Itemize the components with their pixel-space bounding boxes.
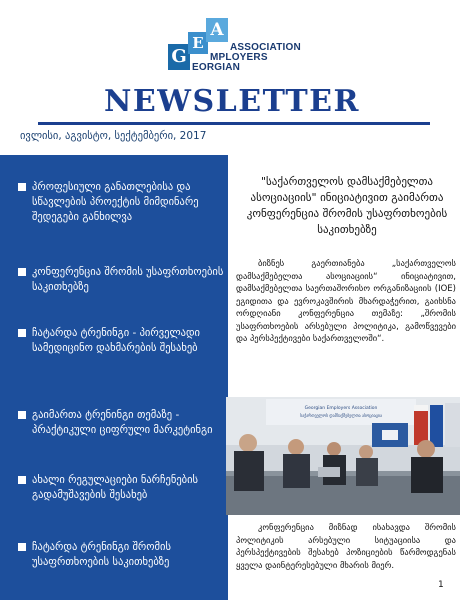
conference-photo (226, 397, 460, 515)
bullet-square-icon (18, 183, 26, 191)
contents-item-text: პროფესიული განათლებისა და სწავლების პროექტის მიმდინარე შედეგები განხილვა (32, 181, 199, 223)
contents-item[interactable] (18, 326, 224, 356)
banner-text-en: Georgian Employers Association (304, 406, 378, 411)
bullet-square-icon (18, 268, 26, 276)
article-headline: "საქართველოს დამსაქმებელთა ასოციაციის" ინიციატივით გაიმართა კონფერენცია შრომის უსაფრთხოების საკითხებზე (246, 175, 448, 236)
page-number: 1 (438, 580, 444, 590)
logo-word-association: ASSOCIATION (230, 42, 301, 53)
logo-word-employers: MPLOYERS (210, 52, 268, 63)
article-paragraph-2: კონფერენცია მიზნად ისახავდა შრომის პოლიტიკის არსებული სიტუაციისა და პერსპექტივების შესახებ პოზიციების წარმოდგენას ყველა დაინტერესებული მხარის მიერ. (236, 523, 456, 571)
contents-item-text: გაიმართა ტრენინგი თემაზე - პრაქტიკული ციფრული მარკეტინგი (32, 409, 213, 436)
conference-photo-image (226, 397, 460, 515)
issue-date: ივლისი, აგვისტო, სექტემბერი, 2017 (20, 130, 207, 142)
logo-letter-e: E (188, 32, 208, 54)
logo-word-georgian: EORGIAN (192, 62, 241, 73)
contents-item[interactable] (18, 540, 224, 570)
logo-letter-g: G (168, 44, 190, 70)
contents-item-text: ჩატარდა ტრენინგი შრომის უსაფრთხოების საკითხებზე (32, 541, 171, 568)
contents-item-text: კონფერენცია შრომის უსაფრთხოების საკითხებზე (32, 266, 224, 293)
gea-logo (168, 12, 301, 73)
contents-panel (0, 155, 228, 600)
contents-item[interactable] (18, 408, 224, 438)
contents-item[interactable] (18, 473, 224, 503)
article-paragraph-1: ბიზნეს გაერთიანება „საქართველოს დამსაქმებელთა ასოციაციის“ ინიციატივით, დამსაქმებელთა საერთაშორისო ორგანიზაციის (IOE) ეგიდითა და ევროკავშირის მხარდაჭერით, გაიხსნა ორდღიანი კონფერენცია თემაზე: „შრომის უსაფრთხოების არსებული პოლიტიკა, გამოწვევები და პერსპექტივები საქართველოში“. (236, 259, 456, 344)
bullet-square-icon (18, 329, 26, 337)
contents-item-text: ჩატარდა ტრენინგი - პირველადი სამედიცინო დახმარების შესახებ (32, 327, 200, 354)
title-divider (38, 122, 430, 125)
contents-item[interactable] (18, 180, 224, 225)
newsletter-title: NEWSLETTER (104, 84, 360, 119)
bullet-square-icon (18, 411, 26, 419)
bullet-square-icon (18, 476, 26, 484)
contents-item[interactable] (18, 265, 224, 295)
banner-text-ka: საქართველოს დამსაქმებელთა ასოციაცია (299, 413, 383, 418)
logo-letter-a: A (206, 18, 228, 42)
bullet-square-icon (18, 543, 26, 551)
contents-item-text: ახალი რეგულაციები ნარჩენების გადამუშავების შესახებ (32, 474, 199, 501)
